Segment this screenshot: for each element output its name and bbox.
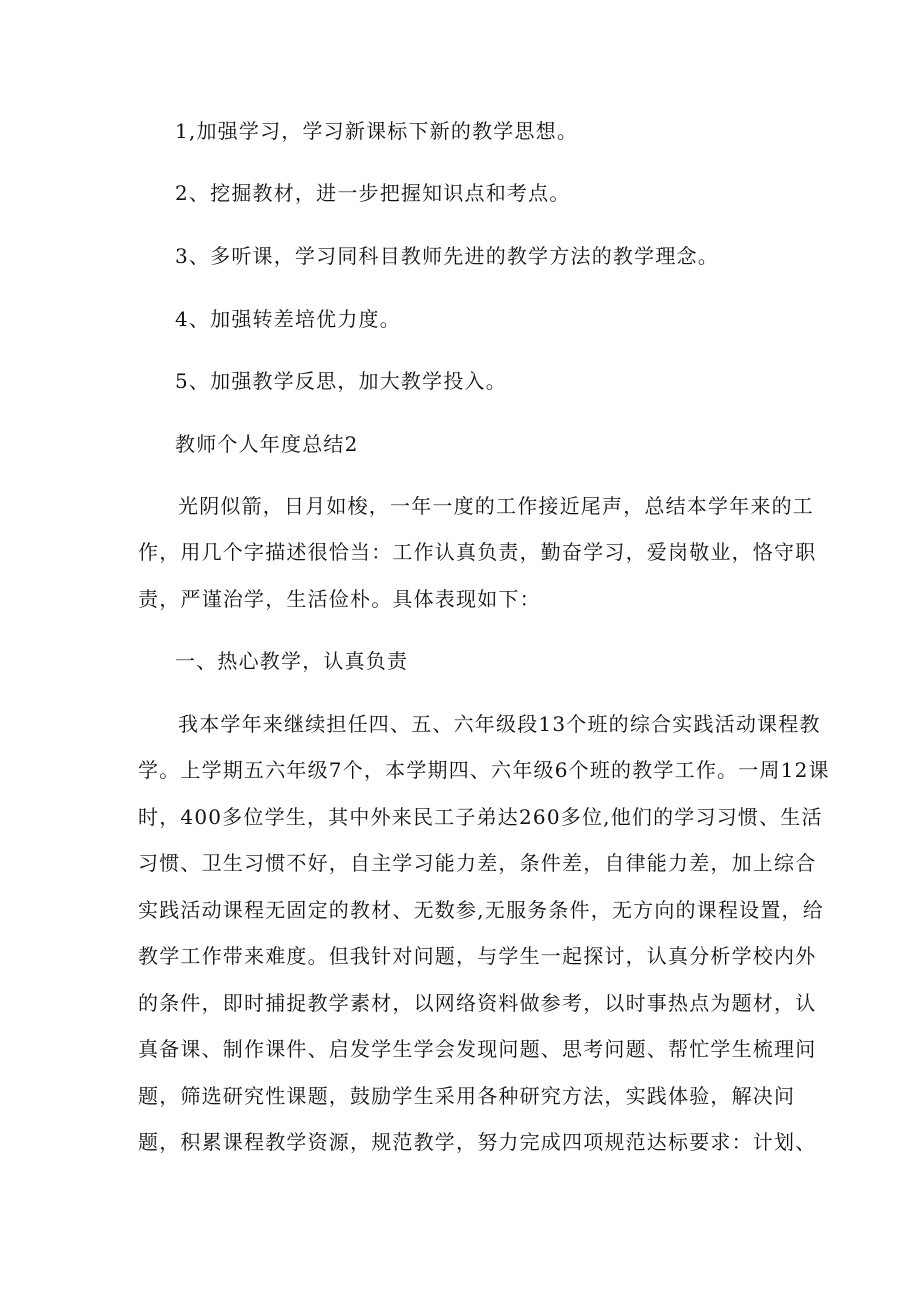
intro-line-1: 光阴似箭，日月如梭，一年一度的工作接近尾声，总结本学年来的工: [178, 494, 814, 518]
body-line-1: 我本学年来继续担任四、五、六年级段13个班的综合实践活动课程教: [178, 712, 821, 736]
body-line-5: 实践活动课程无固定的教材、无数参,无服务条件，无方向的课程设置，给: [138, 898, 824, 922]
body-line-6: 教学工作带来难度。但我针对问题，与学生一起探讨，认真分析学校内外: [138, 944, 817, 968]
body-line-7: 的条件，即时捕捉教学素材，以网络资料做参考，以时事热点为题材，认: [138, 991, 817, 1015]
body-line-2: 学。上学期五六年级7个，本学期四、六年级6个班的教学工作。一周12课: [138, 758, 830, 782]
body-line-4: 习惯、卫生习惯不好，自主学习能力差，条件差，自律能力差，加上综合: [138, 851, 817, 875]
list-item-3: 3、多听课，学习同科目教师先进的教学方法的教学理念。: [175, 244, 719, 268]
subheading: 一、热心教学，认真负责: [175, 649, 409, 673]
list-item-5: 5、加强教学反思，加大教学投入。: [175, 369, 507, 393]
list-item-1: 1,加强学习，学习新课标下新的教学思想。: [175, 119, 579, 143]
list-item-4: 4、加强转差培优力度。: [175, 307, 401, 331]
body-line-3: 时，400多位学生，其中外来民工子弟达260多位,他们的学习习惯、生活: [138, 805, 823, 829]
body-line-9: 题，筛选研究性课题，鼓励学生采用各种研究方法，实践体验，解决问: [138, 1084, 796, 1108]
intro-line-3: 责，严谨治学，生活俭朴。具体表现如下：: [138, 587, 541, 611]
intro-line-2: 作，用几个字描述很恰当：工作认真负责，勤奋学习，爱岗敬业，恪守职: [138, 540, 817, 564]
body-line-8: 真备课、制作课件、启发学生学会发现问题、思考问题、帮忙学生梳理问: [138, 1037, 817, 1061]
list-item-2: 2、挖掘教材，进一步把握知识点和考点。: [175, 181, 571, 205]
body-line-10: 题，积累课程教学资源，规范教学，努力完成四项规范达标要求：计划、: [138, 1130, 817, 1154]
section-title: 教师个人年度总结2: [175, 432, 359, 456]
